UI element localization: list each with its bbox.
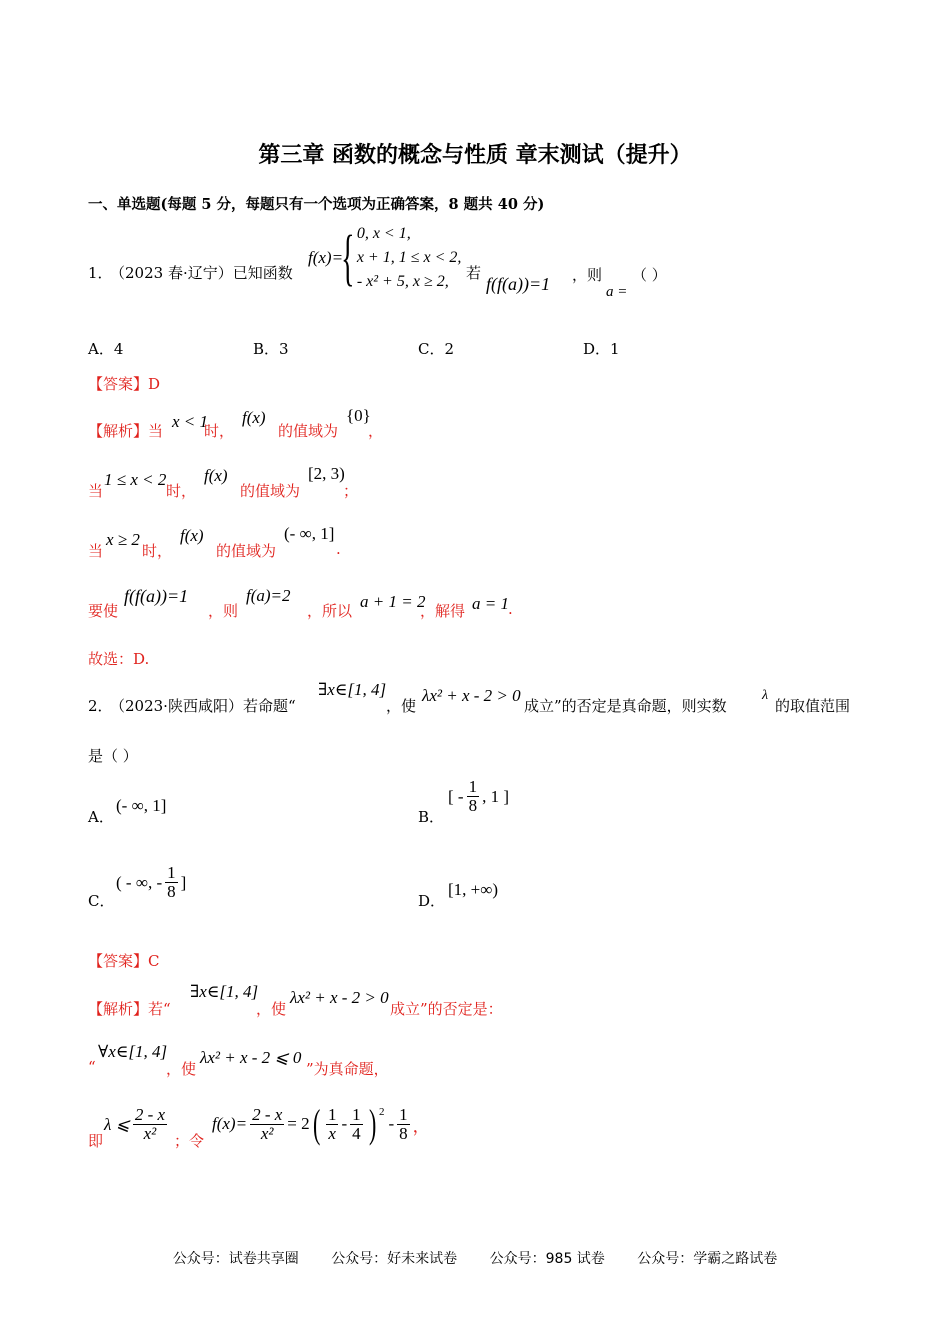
text: 时，	[142, 542, 173, 560]
case-2: x + 1, 1 ≤ x < 2,	[356, 249, 462, 266]
num: 1	[468, 777, 478, 796]
text: .	[508, 600, 513, 618]
question-1-a-equals: a =	[606, 284, 628, 300]
math-inequality: λx² + x - 2 > 0	[422, 686, 521, 705]
math-fa: f(a)=2	[246, 586, 291, 605]
case-1: 0, x < 1,	[356, 225, 411, 242]
text: 成立”的否定是：	[390, 1000, 503, 1018]
text: ，则	[208, 602, 239, 620]
text: 时，	[166, 482, 197, 500]
math-x-lt-1: x < 1	[172, 412, 209, 431]
text: 的值域为	[240, 482, 301, 500]
text: ，	[368, 422, 384, 440]
math: -	[388, 1114, 395, 1133]
math-interval: [2, 3)	[308, 464, 345, 483]
fraction	[467, 778, 480, 815]
math-x-ge-2: x ≥ 2	[106, 530, 140, 549]
q1-answer	[88, 373, 160, 394]
q2-option-d: [1, +∞)	[448, 880, 499, 899]
text: 的取值范围	[775, 697, 851, 715]
text: 的值域为	[216, 542, 277, 560]
text: 若“	[148, 1000, 171, 1018]
math-inequality: λx² + x - 2 ⩽ 0	[200, 1048, 302, 1067]
math-interval: (- ∞, 1]	[284, 524, 335, 543]
den: 8	[468, 796, 478, 815]
num: 1	[352, 1104, 361, 1124]
question-1-ruo: 若	[466, 264, 482, 282]
q1-option-a: A．4	[88, 340, 124, 358]
answer-tag: 【答案】	[88, 375, 149, 393]
math-f-definition	[212, 1101, 430, 1146]
q1-explain-line-2: 当	[88, 482, 104, 500]
answer-tag: 【答案】	[88, 952, 149, 970]
right-paren: )	[368, 1101, 376, 1146]
piecewise-fx: f(x)=	[308, 248, 344, 267]
math: f(x)=	[212, 1114, 248, 1133]
den: 4	[352, 1123, 361, 1143]
q1-explain-line-1	[88, 420, 163, 441]
text: ，使	[166, 1060, 197, 1078]
math: ]	[180, 872, 187, 892]
math-ffa: f(f(a))=1	[124, 586, 189, 606]
q2-option-d-label: D．	[418, 892, 446, 910]
q2-answer	[88, 950, 160, 971]
num: 1	[399, 1104, 408, 1124]
text: ；令	[174, 1132, 205, 1150]
exponent: 2	[378, 1106, 385, 1118]
page-title: 第三章 函数的概念与性质 章末测试（提升）	[258, 142, 692, 168]
den: x²	[143, 1124, 157, 1143]
q2-explain-line-1	[88, 998, 171, 1019]
q1-explain-line-4: 要使	[88, 602, 119, 620]
question-1-paren: （ ）	[632, 266, 667, 284]
math-exists: ∃x∈[1, 4]	[190, 982, 259, 1001]
q1-option-d: D．1	[583, 340, 620, 358]
text: ，使	[386, 697, 417, 715]
math: = 2	[287, 1114, 310, 1133]
math-exists: ∃x∈[1, 4]	[318, 680, 387, 699]
question-1-number: 1．	[88, 264, 113, 282]
q1-option-b: B．3	[253, 340, 289, 358]
q2-explain-line-3: 即	[88, 1132, 104, 1150]
case-3: - x² + 5, x ≥ 2,	[356, 273, 449, 290]
math-lambda-bound	[104, 1106, 170, 1143]
fraction	[350, 1106, 363, 1143]
question-1-source: （2023 春·辽宁）已知函数	[110, 264, 293, 282]
fraction	[133, 1106, 167, 1143]
question-1-then: ，则	[572, 266, 603, 284]
den: 8	[399, 1123, 408, 1143]
question-2-number: 2．	[88, 697, 113, 715]
footer-item: 公众号：好未来试卷	[331, 1251, 458, 1267]
footer-item: 公众号：985 试卷	[489, 1251, 605, 1267]
question-2-source: （2023·陕西咸阳）若命题“	[110, 697, 296, 715]
den: x²	[260, 1123, 274, 1143]
math-fx: f(x)	[242, 408, 266, 427]
question-1-condition: f(f(a))=1	[486, 274, 551, 294]
math: , 1 ]	[482, 786, 509, 806]
q1-explain-line-3: 当	[88, 542, 104, 560]
den: 8	[167, 882, 176, 901]
den: x	[328, 1123, 336, 1143]
text: ，使	[256, 1000, 287, 1018]
math-result: a = 1	[472, 594, 509, 613]
footer-item: 公众号：学霸之路试卷	[637, 1251, 778, 1267]
text: ；	[343, 482, 359, 500]
math-forall: ∀x∈[1, 4]	[98, 1042, 168, 1061]
num: 1	[167, 863, 176, 882]
math: -	[341, 1114, 348, 1133]
math-set-0: {0}	[346, 406, 371, 425]
text: 时，	[204, 422, 235, 440]
piecewise-cases	[357, 222, 462, 294]
q2-option-b-label: B．	[418, 808, 445, 826]
text: ，解得	[420, 602, 466, 620]
q2-option-a-label: A．	[88, 808, 114, 826]
q1-option-c: C．2	[418, 340, 455, 358]
math: [ -	[448, 786, 464, 806]
fraction	[397, 1106, 410, 1143]
q2-option-b	[448, 778, 509, 815]
text: .	[336, 540, 341, 558]
text: ，	[412, 1116, 430, 1136]
math-fx: f(x)	[180, 526, 204, 545]
explain-tag: 【解析】	[88, 1000, 149, 1018]
num: 2 - x	[252, 1104, 283, 1124]
question-2-line-2: 是（ ）	[88, 747, 138, 765]
footer-item: 公众号：试卷共享圈	[172, 1251, 299, 1267]
fraction	[326, 1106, 339, 1143]
math-range: 1 ≤ x < 2	[104, 470, 167, 489]
text: 成立”的否定是真命题，则实数	[524, 697, 727, 715]
math-fx: f(x)	[204, 466, 228, 485]
question-1-piecewise	[308, 222, 461, 294]
explain-tag: 【解析】	[88, 422, 149, 440]
math-inequality: λx² + x - 2 > 0	[290, 988, 389, 1007]
math-eq: a + 1 = 2	[360, 592, 426, 611]
answer-value: C	[148, 952, 160, 970]
q2-option-a: (- ∞, 1]	[116, 796, 167, 815]
q2-option-c-label: C．	[88, 892, 115, 910]
q1-conclusion: 故选：D.	[88, 650, 150, 668]
q2-explain-line-2: “	[88, 1058, 96, 1076]
math-lambda: λ	[762, 688, 769, 703]
num: 1	[327, 1104, 337, 1124]
text: ”为真命题，	[306, 1060, 389, 1078]
math: ( - ∞, -	[116, 872, 163, 892]
fraction	[250, 1106, 284, 1143]
num: 2 - x	[134, 1105, 166, 1124]
answer-value: D	[148, 375, 161, 393]
q2-option-c	[116, 864, 186, 901]
left-brace: {	[341, 224, 355, 292]
footer	[0, 1248, 950, 1268]
section-heading: 一、单选题(每题 5 分，每题只有一个选项为正确答案，8 题共 40 分)	[88, 196, 545, 213]
text: ，所以	[307, 602, 353, 620]
math: λ ⩽	[104, 1114, 130, 1134]
text: 的值域为	[278, 422, 339, 440]
left-paren: (	[312, 1101, 320, 1146]
fraction	[165, 864, 178, 901]
text: 当	[148, 422, 164, 440]
